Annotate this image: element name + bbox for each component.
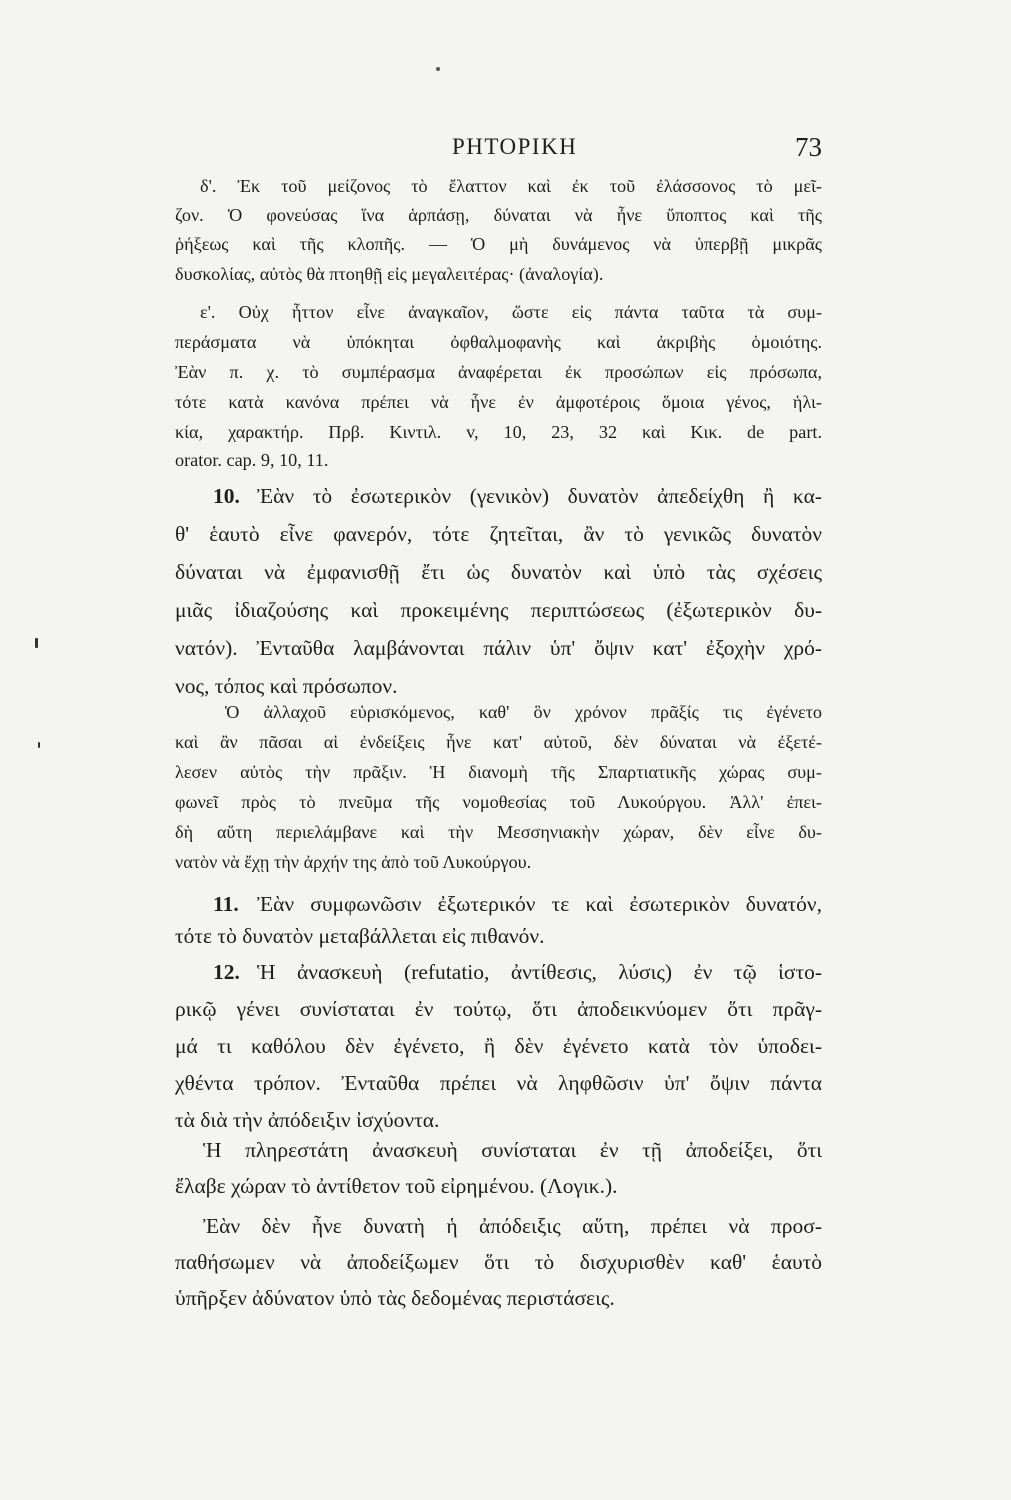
text-line: δ'. Ἐκ τοῦ μείζονος τὸ ἔλαττον καὶ ἐκ τοῦ ἐλάσσονος τὸ μεῖ- — [200, 176, 822, 196]
page-header — [175, 134, 822, 174]
text-line: ῥήξεως καὶ τῆς κλοπῆς. — Ὁ μὴ δυνάμενος νὰ ὑπερβῇ μικρᾶς — [175, 234, 822, 254]
margin-mark — [38, 742, 40, 748]
text-line: ἔλαβε χώραν τὸ ἀντίθετον τοῦ εἰρημένου. (Λογικ.). — [175, 1174, 618, 1198]
text-line: λεσεν αὐτὸς τὴν πρᾶξιν. Ἡ διανομὴ τῆς Σπαρτιατικῆς χώρας συμ- — [175, 762, 822, 782]
text-line: νατόν). Ἐνταῦθα λαμβάνονται πάλιν ὑπ' ὄψιν κατ' ἐξοχὴν χρό- — [175, 636, 822, 660]
running-title: ΡΗΤΟΡΙΚΗ — [452, 134, 578, 159]
ink-speck — [436, 67, 440, 71]
margin-mark — [35, 638, 38, 648]
text-line: τὰ διὰ τὴν ἀπόδειξιν ἰσχύοντα. — [175, 1108, 440, 1132]
text-line: ὑπῆρξεν ἀδύνατον ὑπὸ τὰς δεδομένας περιστάσεις. — [175, 1286, 615, 1310]
text-line: νατὸν νὰ ἔχῃ τὴν ἀρχήν της ἀπὸ τοῦ Λυκούργου. — [175, 852, 532, 872]
text-line: καὶ ἂν πᾶσαι αἱ ἐνδείξεις ἦνε κατ' αὐτοῦ, δὲν δύναται νὰ ἐξετέ- — [175, 732, 822, 752]
example-block — [175, 702, 822, 882]
section-number-label: 10. — [213, 484, 240, 508]
subsection-delta-epsilon — [175, 176, 822, 476]
section-number-label: 11. — [213, 892, 239, 916]
text-line: Ἐὰν π. χ. τὸ συμπέρασμα ἀναφέρεται ἐκ προσώπων εἰς πρόσωπα, — [175, 362, 822, 382]
text-line: παθήσωμεν νὰ ἀποδείξωμεν ὅτι τὸ δισχυρισθὲν καθ' ἑαυτὸ — [175, 1250, 822, 1274]
text-line: νος, τόπος καὶ πρόσωπον. — [175, 674, 398, 698]
text-line: ρικῷ γένει συνίσταται ἐν τούτῳ, ὅτι ἀποδεικνύομεν ὅτι πρᾶγ- — [175, 997, 822, 1021]
text-line: θ' ἑαυτὸ εἶνε φανερόν, τότε ζητεῖται, ἂν τὸ γενικῶς δυνατὸν — [175, 522, 822, 546]
text-line: περάσματα νὰ ὑπόκηται ὀφθαλμοφανὴς καὶ ἀκριβὴς ὁμοιότης. — [175, 332, 822, 352]
text-line: Ἡ πληρεστάτη ἀνασκευὴ συνίσταται ἐν τῇ ἀποδείξει, ὅτι — [203, 1138, 822, 1162]
text-line: Ἐὰν δὲν ἦνε δυνατὴ ἡ ἀπόδειξις αὕτη, πρέπει νὰ προσ- — [203, 1214, 822, 1238]
section-12 — [175, 960, 822, 1130]
section-11 — [175, 892, 822, 962]
section-number — [213, 484, 240, 509]
text-line: δύναται νὰ ἐμφανισθῇ ἔτι ὡς δυνατὸν καὶ ὑπὸ τὰς σχέσεις — [175, 560, 822, 584]
text-line: μιᾶς ἰδιαζούσης καὶ προκειμένης περιπτώσεως (ἐξωτερικὸν δυ- — [175, 598, 822, 622]
text-line: μά τι καθόλου δὲν ἐγένετο, ἢ δὲν ἐγένετο κατὰ τὸν ὑποδει- — [175, 1034, 822, 1058]
text-line: Ἐὰν συμφωνῶσιν ἐξωτερικόν τε καὶ ἐσωτερικὸν δυνατόν, — [257, 892, 822, 916]
text-line: orator. cap. 9, 10, 11. — [175, 450, 329, 470]
text-line: ζον. Ὁ φονεύσας ἵνα ἁρπάσῃ, δύναται νὰ ἦνε ὕποπτος καὶ τῆς — [175, 205, 822, 225]
text-line: δυσκολίας, αὐτὸς θὰ πτοηθῇ εἰς μεγαλειτέρας· (ἀναλογία). — [175, 264, 604, 284]
section-number — [213, 960, 240, 985]
section-10 — [175, 484, 822, 698]
text-line: Ἡ ἀνασκευὴ (refutatio, ἀντίθεσις, λύσις) ἐν τῷ ἱστο- — [257, 960, 822, 984]
section-number-label: 12. — [213, 960, 240, 984]
text-line: ε'. Οὐχ ἧττον εἶνε ἀναγκαῖον, ὥστε εἰς πάντα ταῦτα τὰ συμ- — [200, 302, 822, 322]
text-line: τότε τὸ δυνατὸν μεταβάλλεται εἰς πιθανόν. — [175, 924, 545, 948]
text-line: δὴ αὕτη περιελάμβανε καὶ τὴν Μεσσηνιακὴν χώραν, δὲν εἶνε δυ- — [175, 822, 822, 842]
paragraph-impossibility — [175, 1214, 822, 1324]
text-line: φωνεῖ πρὸς τὸ πνεῦμα τῆς νομοθεσίας τοῦ Λυκούργου. Ἀλλ' ἐπει- — [175, 792, 822, 812]
text-line: Ἐὰν τὸ ἐσωτερικὸν (γενικὸν) δυνατὸν ἀπεδείχθη ἢ κα- — [257, 484, 822, 508]
text-line: τότε κατὰ κανόνα πρέπει νὰ ἦνε ἐν ἀμφοτέροις ὅμοια γένος, ἡλι- — [175, 392, 822, 412]
paragraph-refutation — [175, 1138, 822, 1218]
text-line: χθέντα τρόπον. Ἐνταῦθα πρέπει νὰ ληφθῶσιν ὑπ' ὄψιν πάντα — [175, 1071, 822, 1095]
text-line: κία, χαρακτήρ. Πρβ. Κιντιλ. v, 10, 23, 32 καὶ Κικ. de part. — [175, 422, 822, 442]
section-number — [213, 892, 239, 917]
text-line: Ὁ ἀλλαχοῦ εὑρισκόμενος, καθ' ὃν χρόνον πρᾶξίς τις ἐγένετο — [225, 702, 822, 722]
page-number: 73 — [795, 132, 822, 162]
